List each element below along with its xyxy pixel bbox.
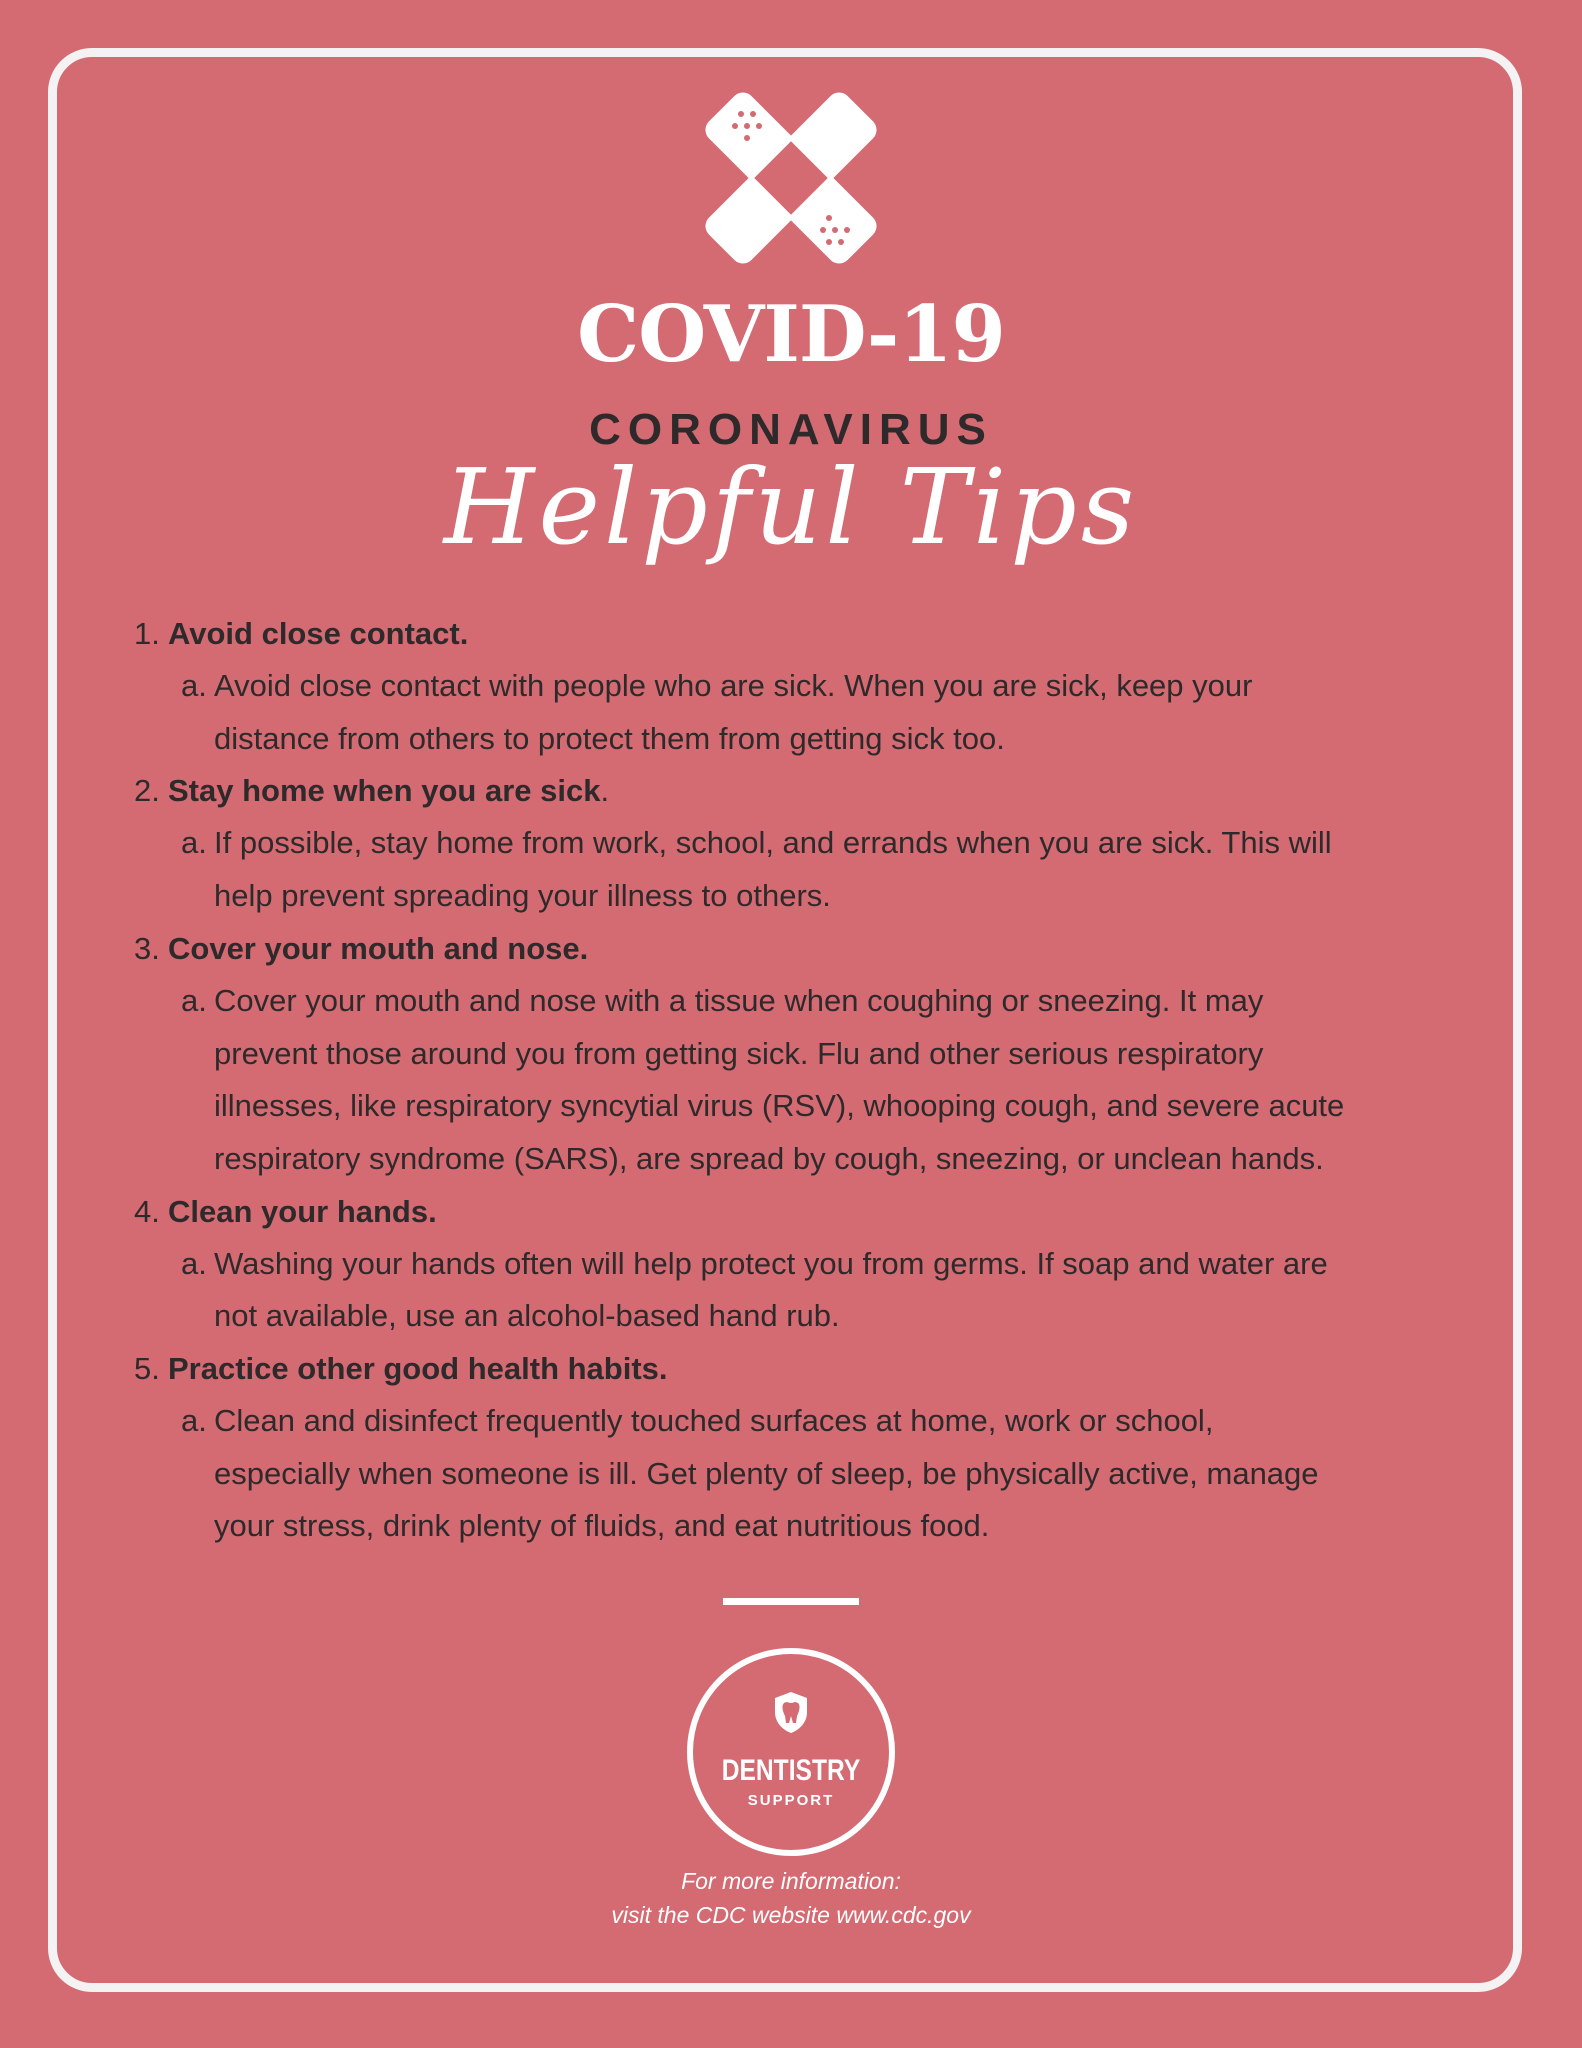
tip-detail-letter: a. — [181, 1403, 207, 1439]
footer-line-2: visit the CDC website www.cdc.gov — [611, 1902, 971, 1928]
tip-heading — [134, 608, 1454, 660]
tip-number: 3. — [134, 930, 160, 966]
tip-detail-text — [214, 1238, 1434, 1343]
tip-detail-line: distance from others to protect them from getting sick too. — [214, 720, 1005, 756]
tip-number: 5. — [134, 1351, 160, 1387]
page-title: COVID-19 — [577, 289, 1005, 380]
script-heading: Helpful Tips — [443, 446, 1139, 568]
tip-detail — [134, 660, 1454, 765]
tips-list — [134, 608, 1454, 1553]
tip-detail-line: help prevent spreading your illness to others. — [214, 878, 831, 914]
tip-detail-text — [214, 975, 1434, 1186]
tip-detail-line: Cover your mouth and nose with a tissue when coughing or sneezing. It may — [214, 982, 1264, 1018]
tip-heading — [134, 1186, 1454, 1238]
tip-detail-letter: a. — [181, 982, 207, 1018]
tip-number: 4. — [134, 1193, 160, 1229]
tip-detail-text — [214, 660, 1434, 765]
crossed-bandages-icon — [701, 88, 881, 268]
tip-detail-line: prevent those around you from getting sick. Flu and other serious respiratory — [214, 1035, 1264, 1071]
tip-detail-line: respiratory syndrome (SARS), are spread by cough, sneezing, or unclean hands. — [214, 1140, 1324, 1176]
tip-detail-letter: a. — [181, 825, 207, 861]
tip-detail-line: especially when someone is ill. Get plenty of sleep, be physically active, manage — [214, 1455, 1319, 1491]
tip-detail — [134, 975, 1454, 1186]
tip-detail-letter: a. — [181, 668, 207, 703]
tip-title: Avoid close contact. — [168, 616, 469, 651]
tip-detail-letter: a. — [181, 1245, 207, 1281]
tip-title: Stay home when you are sick — [168, 773, 601, 809]
tip-detail-line: your stress, drink plenty of fluids, and eat nutritious food. — [214, 1508, 990, 1544]
tip-detail-line: Washing your hands often will help protect you from germs. If soap and water are — [214, 1245, 1328, 1281]
tip-heading — [134, 1343, 1454, 1395]
badge-name: DENTISTRY — [721, 1754, 861, 1787]
tip-number: 2. — [134, 773, 160, 809]
page-subtitle: CORONAVIRUS — [589, 405, 993, 454]
tip-title: Practice other good health habits. — [168, 1351, 668, 1387]
divider — [723, 1598, 859, 1605]
tip-detail-line: not available, use an alcohol-based hand rub. — [214, 1298, 840, 1334]
tip-detail-line: Clean and disinfect frequently touched surfaces at home, work or school, — [214, 1403, 1214, 1439]
dentistry-support-logo — [687, 1648, 895, 1856]
tooth-shield-icon — [773, 1690, 809, 1734]
tip-detail — [134, 1395, 1454, 1553]
tip-detail-text — [214, 817, 1434, 922]
tip-number: 1. — [134, 616, 160, 651]
tip-detail-text — [214, 1395, 1434, 1553]
tip-title: Cover your mouth and nose. — [168, 930, 589, 966]
tip-detail — [134, 1238, 1454, 1343]
tip-detail-line: Avoid close contact with people who are sick. When you are sick, keep your — [214, 668, 1253, 703]
tip-title: Clean your hands. — [168, 1193, 437, 1229]
tip-heading — [134, 923, 1454, 975]
tip-detail-line: illnesses, like respiratory syncytial virus (RSV), whooping cough, and severe acute — [214, 1088, 1345, 1124]
footer-line-1: For more information: — [681, 1868, 901, 1894]
tip-title-suffix: . — [600, 773, 610, 809]
tip-detail-line: If possible, stay home from work, school, and errands when you are sick. This will — [214, 825, 1332, 861]
tip-detail — [134, 817, 1454, 922]
badge-sub: SUPPORT — [747, 1792, 835, 1809]
tip-heading — [134, 765, 1454, 817]
